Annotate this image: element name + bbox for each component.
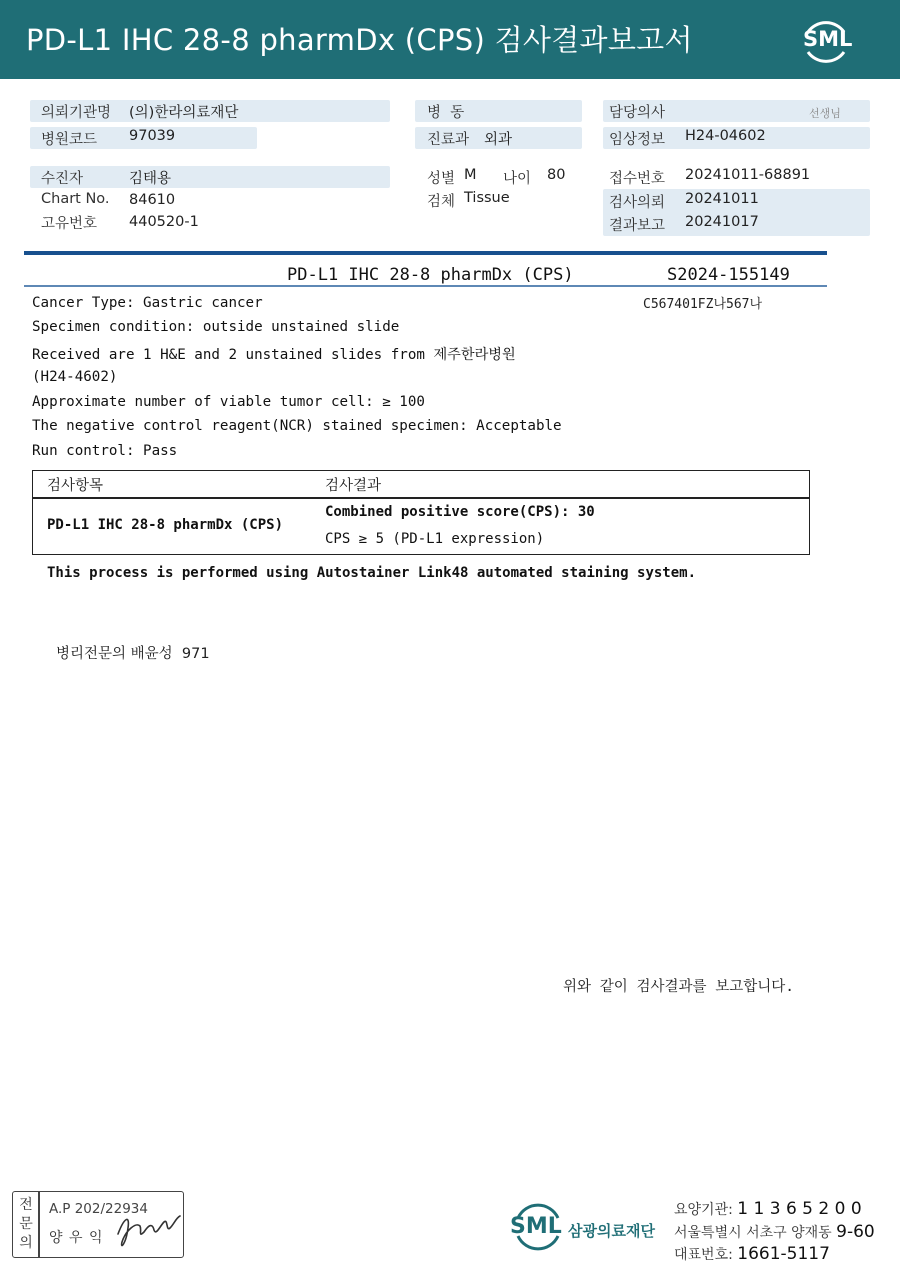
- report-test-name: PD-L1 IHC 28-8 pharmDx (CPS): [287, 265, 574, 285]
- specimen-value: Tissue: [464, 190, 510, 206]
- report-line: Approximate number of viable tumor cell: ≥ 100: [32, 394, 425, 410]
- age-value: 80: [547, 167, 566, 183]
- report-rule-bottom: [24, 285, 827, 287]
- footer-org-name: 삼광의료재단: [568, 1222, 655, 1240]
- unique-id-label: 고유번호: [41, 216, 98, 232]
- report-header: [0, 0, 900, 79]
- barcode-text: C567401FZ나567나: [643, 297, 763, 312]
- header-logo-text: SML: [803, 27, 853, 51]
- result-table: [32, 470, 810, 555]
- result-cps-interpretation: CPS ≥ 5 (PD-L1 expression): [325, 531, 545, 547]
- report-line: Cancer Type: Gastric cancer: [32, 295, 263, 311]
- report-rule-top: [24, 251, 827, 255]
- sex-value: M: [464, 167, 477, 183]
- stamp-divider: [38, 1192, 40, 1257]
- report-code: S2024-155149: [667, 265, 790, 285]
- institution-value: (의)한라의료재단: [129, 105, 239, 121]
- hospital-code-value: 97039: [129, 128, 176, 144]
- pathologist-signature-line: 병리전문의 배윤성 971: [56, 646, 210, 662]
- age-label: 나이: [503, 171, 532, 187]
- page-title: PD-L1 IHC 28-8 pharmDx (CPS) 검사결과보고서: [26, 23, 693, 57]
- stamp-name: 양 우 익: [49, 1230, 104, 1246]
- report-line: Run control: Pass: [32, 443, 178, 459]
- patient-label: 수진자: [41, 171, 84, 187]
- report-date-label: 결과보고: [609, 218, 666, 234]
- closing-statement: 위와 같이 검사결과를 보고합니다.: [563, 979, 795, 995]
- footer-phone: 대표번호: 1661-5117: [674, 1244, 830, 1264]
- ward-label: 병 동: [427, 105, 465, 121]
- stamp-ap-number: A.P 202/22934: [49, 1201, 148, 1217]
- result-item: PD-L1 IHC 28-8 pharmDx (CPS): [47, 517, 284, 533]
- report-line: Specimen condition: outside unstained slide: [32, 319, 400, 335]
- report-line: The negative control reagent(NCR) stained specimen: Acceptable: [32, 418, 562, 434]
- receipt-label: 접수번호: [609, 171, 666, 187]
- patient-value: 김태용: [129, 171, 172, 187]
- unique-id-value: 440520-1: [129, 214, 199, 230]
- patient-row: [30, 166, 390, 188]
- receipt-value: 20241011-68891: [685, 167, 811, 183]
- footer-institution-code: 요양기관: 1 1 3 6 5 2 0 0: [674, 1199, 862, 1219]
- request-label: 검사의뢰: [609, 195, 666, 211]
- clinical-value: H24-04602: [685, 128, 766, 144]
- result-header-result: 검사결과: [325, 478, 382, 494]
- institution-label: 의뢰기관명: [41, 105, 112, 121]
- doctor-label: 담당의사: [609, 105, 666, 121]
- process-note: This process is performed using Autostainer Link48 automated staining system.: [47, 565, 697, 581]
- department-value: 외과: [484, 132, 513, 148]
- footer-logo-text: SML: [510, 1214, 562, 1239]
- report-date-value: 20241017: [685, 214, 759, 230]
- result-header-item: 검사항목: [47, 478, 104, 494]
- chart-label: Chart No.: [41, 191, 110, 207]
- specimen-label: 검체: [427, 194, 456, 210]
- chart-value: 84610: [129, 192, 176, 208]
- clinical-label: 임상정보: [609, 132, 666, 148]
- request-value: 20241011: [685, 191, 759, 207]
- department-label: 진료과: [427, 132, 470, 148]
- handwritten-signature: [110, 1204, 184, 1252]
- result-table-divider: [33, 497, 809, 499]
- report-line: Received are 1 H&E and 2 unstained slides from 제주한라병원: [32, 347, 516, 363]
- stamp-vertical-label: 전 문 의: [19, 1197, 33, 1251]
- footer-address: 서울특별시 서초구 양재동 9-60: [674, 1222, 875, 1242]
- specialist-stamp: [12, 1191, 184, 1258]
- doctor-suffix: 선생님: [809, 107, 841, 120]
- sex-label: 성별: [427, 171, 456, 187]
- hospital-code-label: 병원코드: [41, 132, 98, 148]
- result-cps-score: Combined positive score(CPS): 30: [325, 504, 595, 520]
- report-line: (H24-4602): [32, 369, 118, 385]
